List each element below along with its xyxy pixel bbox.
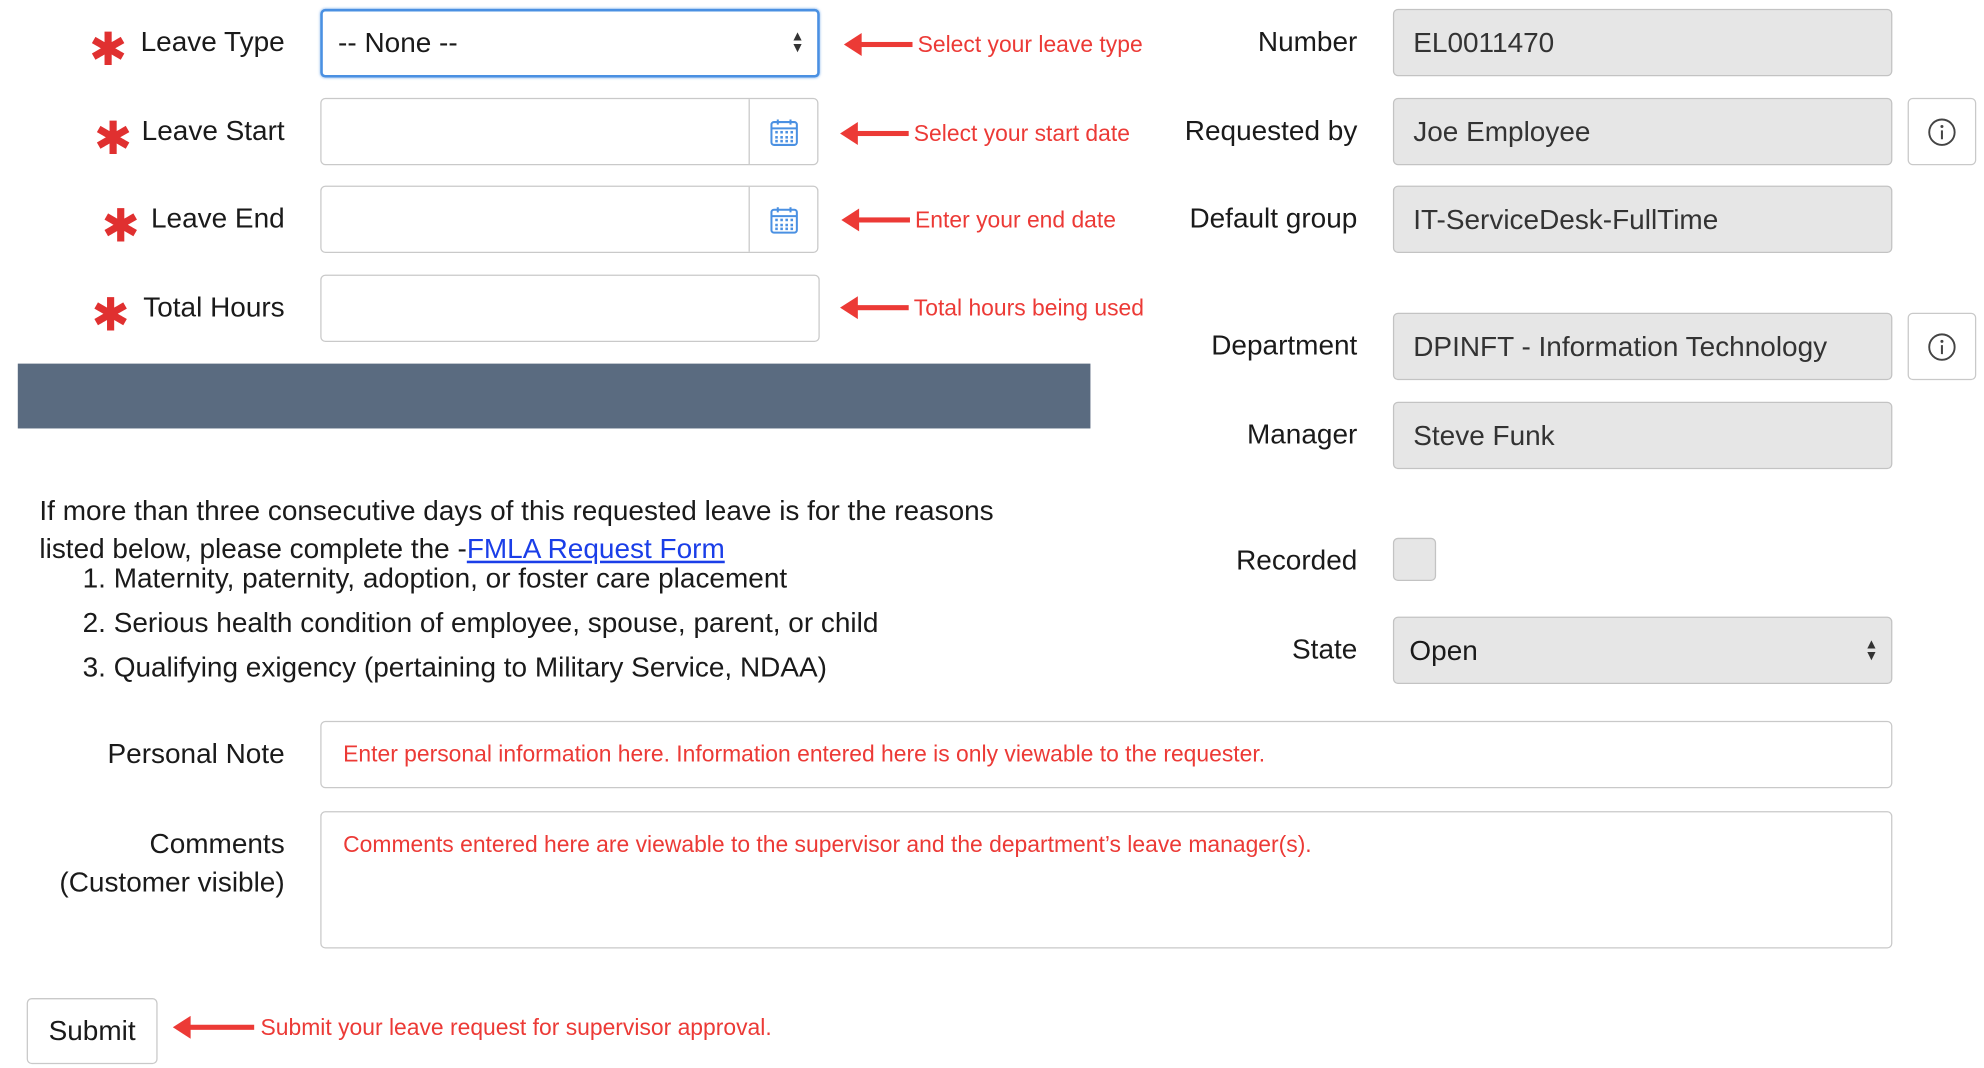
personal-note-placeholder: Enter personal information here. Information entered here is only viewable to the requester. bbox=[343, 741, 1266, 767]
default-group-label: Default group bbox=[1189, 202, 1358, 234]
department-info-button[interactable] bbox=[1908, 313, 1977, 380]
leave-end-label: Leave End bbox=[150, 202, 285, 234]
required-star-icon: ✱ bbox=[94, 111, 133, 165]
number-field bbox=[1393, 9, 1892, 76]
leave-end-calendar-button[interactable] bbox=[749, 187, 818, 252]
department-value: DPINFT - Information Technology bbox=[1413, 329, 1828, 362]
default-group-value: IT-ServiceDesk-FullTime bbox=[1413, 202, 1719, 235]
comments-textarea[interactable] bbox=[320, 811, 1892, 948]
number-value: EL0011470 bbox=[1413, 26, 1555, 58]
state-value: Open bbox=[1409, 633, 1478, 666]
sort-arrows-icon: ▲ ▼ bbox=[790, 29, 805, 56]
manager-field bbox=[1393, 402, 1892, 469]
section-divider bbox=[18, 364, 1091, 429]
comments-placeholder: Comments entered here are viewable to the supervisor and the department’s leave manager(s). bbox=[343, 831, 1312, 857]
left-arrow-icon bbox=[857, 217, 910, 222]
requested-by-info-button[interactable] bbox=[1908, 98, 1977, 165]
leave-type-label: Leave Type bbox=[140, 25, 285, 58]
info-icon bbox=[1927, 116, 1958, 147]
default-group-field bbox=[1393, 186, 1892, 253]
state-label: State bbox=[1292, 633, 1358, 665]
fmla-reason-item: 2. Serious health condition of employee, spouse, parent, or child bbox=[82, 606, 879, 639]
calendar-icon bbox=[770, 118, 798, 146]
info-icon bbox=[1927, 331, 1958, 362]
leave-type-annotation: Select your leave type bbox=[917, 31, 1143, 58]
recorded-label: Recorded bbox=[1236, 544, 1358, 576]
leave-start-input[interactable] bbox=[320, 98, 818, 165]
requested-by-field bbox=[1393, 98, 1892, 165]
personal-note-label: Personal Note bbox=[107, 737, 285, 770]
number-label: Number bbox=[1257, 25, 1358, 58]
total-hours-input[interactable] bbox=[320, 275, 819, 342]
state-select[interactable] bbox=[1393, 617, 1892, 684]
left-arrow-icon bbox=[188, 1025, 254, 1030]
fmla-reason-item: 3. Qualifying exigency (pertaining to Military Service, NDAA) bbox=[82, 650, 827, 683]
leave-end-annotation: Enter your end date bbox=[915, 207, 1116, 233]
left-arrow-icon bbox=[859, 42, 912, 47]
comments-label-line2: (Customer visible) bbox=[59, 865, 285, 898]
calendar-icon bbox=[770, 205, 798, 233]
leave-start-label: Leave Start bbox=[141, 114, 285, 147]
leave-type-value: -- None -- bbox=[338, 26, 458, 59]
submit-label: Submit bbox=[48, 1014, 136, 1047]
required-star-icon: ✱ bbox=[91, 288, 130, 341]
total-hours-annotation: Total hours being used bbox=[913, 294, 1144, 321]
fmla-notice-line1: If more than three consecutive days of this requested leave is for the reasons bbox=[39, 494, 994, 527]
left-arrow-icon bbox=[855, 305, 908, 310]
leave-start-calendar-button[interactable] bbox=[749, 99, 818, 164]
department-label: Department bbox=[1211, 329, 1358, 362]
fmla-notice bbox=[39, 492, 1081, 568]
leave-type-select[interactable] bbox=[320, 9, 819, 78]
department-field bbox=[1393, 313, 1892, 380]
manager-value: Steve Funk bbox=[1413, 418, 1555, 451]
leave-end-input[interactable] bbox=[320, 186, 818, 253]
submit-button[interactable] bbox=[27, 998, 158, 1064]
left-arrow-icon bbox=[855, 131, 908, 136]
manager-label: Manager bbox=[1246, 418, 1358, 451]
required-star-icon: ✱ bbox=[101, 199, 141, 252]
required-star-icon: ✱ bbox=[88, 22, 128, 76]
fmla-request-form-link[interactable]: FMLA Request Form bbox=[466, 532, 725, 565]
comments-label bbox=[25, 825, 284, 901]
total-hours-label: Total Hours bbox=[143, 291, 285, 323]
recorded-checkbox[interactable] bbox=[1393, 538, 1436, 581]
fmla-notice-prefix: listed below, please complete the - bbox=[39, 532, 467, 565]
comments-label-line1: Comments bbox=[149, 827, 285, 860]
leave-start-annotation: Select your start date bbox=[913, 120, 1130, 147]
requested-by-label: Requested by bbox=[1184, 114, 1358, 147]
requested-by-value: Joe Employee bbox=[1413, 115, 1591, 147]
personal-note-input[interactable] bbox=[320, 721, 1892, 788]
sort-arrows-icon: ▲ ▼ bbox=[1864, 636, 1879, 664]
submit-annotation: Submit your leave request for supervisor approval. bbox=[260, 1014, 772, 1041]
fmla-reason-item: 1. Maternity, paternity, adoption, or foster care placement bbox=[82, 561, 788, 594]
